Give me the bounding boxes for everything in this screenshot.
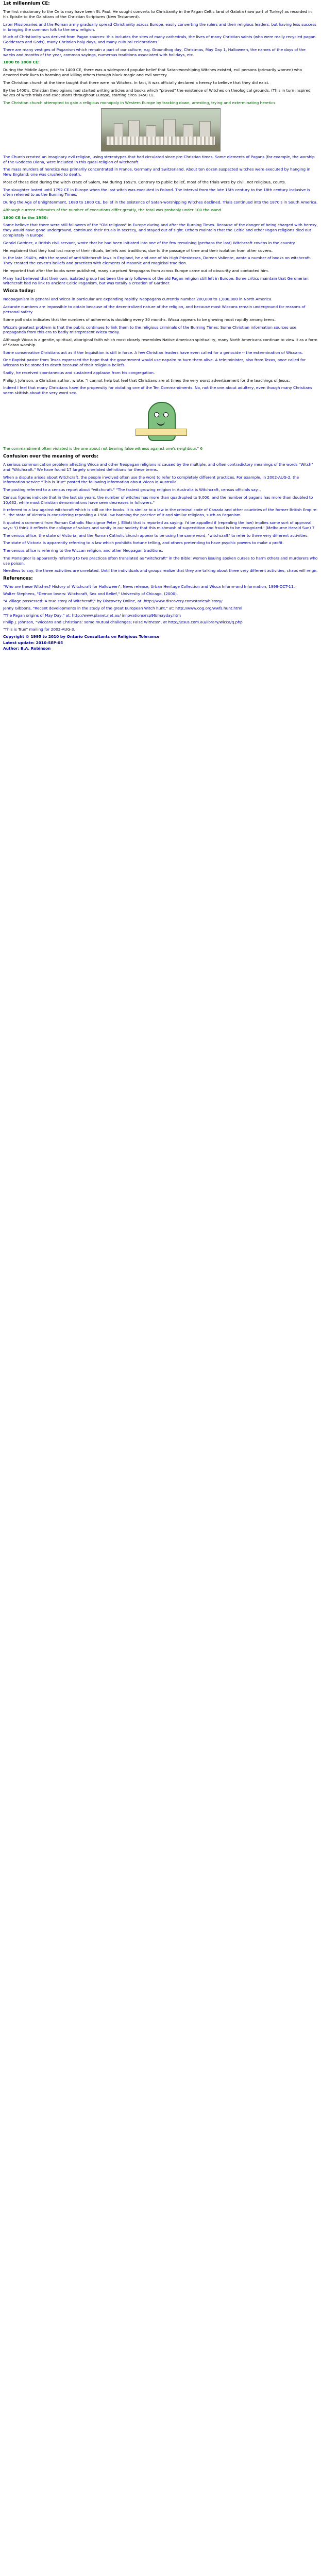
paragraph: Needless to say, the three activities are unrelated. Until the individuals and groups realize that they are talking about three very different activities, chaos will reign. — [3, 568, 318, 573]
references-heading: References: — [3, 576, 33, 582]
paragraph: Some believe that there were still followers of the "Old religions" in Europe during and after the Burning Times. Because of the danger of being charged with heresy, they would have gone underground, continued their rituals in secrecy, and stayed out of sight. Others maintain that the Celtic and other Pagan religions died out completely in Europe. — [3, 223, 318, 238]
paragraph: Much of Christianity was derived from Pagan sources: this includes the sites of many cathedrals, the lives of many Christian saints (who were really recycled pagan Goddesses and Gods), many Christian holy days, and many cultural celebrations. — [3, 35, 316, 45]
paragraph: Some poll data indicates that the numbers of adherents is doubling every 30 months. Wicca appears to be growing most rapidly among teens. — [3, 317, 276, 322]
monster-eye-shape — [154, 412, 159, 417]
paragraph: A serious communication problem affecting Wicca and other Neopagan religions is caused by the multiple, and often contradictory meanings of the words "Witch" and "Witchcraft." We have found 17 largely unrelated definitions for these terms. — [3, 462, 313, 472]
green-monster-cartoon — [132, 399, 189, 444]
reference-item[interactable]: Walter Stephens, "Demon lovers: Witchcraft, Sex and Belief," University of Chicago, (2000). — [3, 591, 178, 597]
section-heading: Confusion over the meaning of words: — [3, 453, 99, 459]
paragraph: When a dispute arises about Witchcraft, the people involved often use the word to refer to completely different practices. For example, in 2002-AUG-2, the information service "This is True" posted the following information about Wicca in Australia. — [3, 474, 299, 485]
paragraph: Many had believed that their own, isolated group had been the only followers of the old Pagan religion still left in Europe. Some critics maintain that Gerdnerian Witchcraft had no link to ancient Celtic Paganism, but was totally a creation of Gardner. — [3, 276, 309, 286]
ground-shape — [102, 145, 220, 151]
author-text: Author: B.A. Robinson — [3, 646, 51, 651]
reference-item[interactable]: "A village possessed: A true story of Witchcraft," by Discovery Online, at: http://www.discovery.com/stories/history/ — [3, 598, 223, 603]
paragraph: The Church created an imaginary evil religion, using stereotypes that had circulated since pre-Christian times. Some elements of Pagans (for example, the worship of the Goddess Diana, were included in this quasi-religion of witchcraft. — [3, 154, 315, 164]
paragraph: The census office, the state of Victoria, and the Roman Catholic church appear to be using the same word, "witchcraft" to refer to three very different activities: — [3, 533, 309, 538]
reference-item[interactable]: "This is True" mailing for 2002-AUG-3. — [3, 627, 75, 632]
paragraph: The slaughter lasted until 1792 CE in Europe when the last witch was executed in Poland. The interval from the late 15th century to the 18th century inclusive is often referred to as the Burning Times. — [3, 187, 310, 197]
references-section — [3, 576, 318, 632]
paragraph: Wicca's greatest problem is that the public continues to link them to the religious criminals of the Burning Times: Some Christian information sources use propaganda from this era to badly misrepresent Wicca today. — [3, 325, 297, 335]
paragraph: During the Middle Ages, prior to 1400 CE, there was a widespread popular belief that Satan-worshiping Witches existed, evil persons (primarily women) who devoted their lives to harming and killing others through black magic and evil sorcery. — [3, 67, 302, 77]
page — [0, 1, 321, 651]
reference-item[interactable]: Jenny Gibbons, "Recent developments in the study of the great European Witch hunt," at: http://www.cog.org/wwfs.hunt.html — [3, 605, 242, 611]
paragraph: Census figures indicate that in the last six years, the number of witches has more than quadrupled to 9,000, and the number of pagans has more than doubled to 10,632, while most Christian denominations have seen decreases in followers." — [3, 495, 313, 505]
paragraph: Accurate numbers are impossible to obtain because of the decentralized nature of the religion, and because most Wiccans remain underground for reasons of personal safety. — [3, 304, 306, 315]
paragraph: Sadly, he received spontaneous and sustained applause from his congregation. — [3, 370, 155, 375]
paragraph: It referred to a law against witchcraft which is still on the books. It is similar to a law in the criminal code of Canada and other countries of the former British Empire: "...the state of Victoria is considering repealing a 1966 law banning the practice of it and similar religions, such as Paganism. — [3, 507, 318, 518]
paragraph: He reported that after the books were published, many surprised Neopagans from across Europe came out of obscurity and contacted him. — [3, 268, 269, 273]
section-heading: 1000 to 1800 CE: — [3, 60, 40, 65]
reference-item[interactable]: "The Pagan origins of May Day," at: http://www.planet.net.au/ innovations/rsp96/mayday.htm — [3, 613, 181, 618]
paragraph: By the 1400's, Christian theologians had started writing articles and books which "proved" the existence of Witches on theological grounds. (This in turn inspired waves of witch trials and executions throughout Europe, starting circa 1450 CE. — [3, 88, 311, 98]
section-heading: Wicca today: — [3, 289, 36, 294]
paragraph: The first missionary to the Celts may have been St. Paul. He sought converts to Christianity in the Pagan Celtic land of Galatia (now part of Turkey) as recorded in his Epistle to the Galatians of the Christian Scriptures (New Testament). — [3, 9, 312, 20]
section-meaning — [3, 454, 318, 573]
paragraph: Although current estimates of the number of executions differ greatly, the total was probably under 100 thousand. — [3, 207, 223, 212]
paragraph: Most of these died during the witch craze of Salem, MA during 1692's. Contrary to public belief, most of the trials were by civil, not religious, courts. — [3, 179, 286, 184]
paragraph: Indeed I feel that many Christians have the propensity for violating one of the Ten Commandments. No, not the one about adultery, even though many Christians seem skittish about the very word sex. — [3, 385, 312, 396]
paragraph: He explained that they had lost many of their rituals, beliefs and traditions, due to the passage of time and their isolation from other covens. — [3, 248, 273, 253]
copyright-text: Copyright © 1995 to 2010 by Ontario Consultants on Religious Tolerance — [3, 634, 160, 639]
paragraph: During the Age of Enlightenment, 1680 to 1800 CE, belief in the existence of Satan-worshipping Witches declined. Trials continued into the 1870's in South America. — [3, 200, 318, 205]
section-modern — [3, 215, 318, 286]
paragraph: The Christian church at the time taught that there were no Witches. In fact, it was officially declared a heresy to believe that they did exist. — [3, 80, 269, 85]
section-first — [3, 9, 318, 57]
paragraph: The commandment often violated is the one about not bearing false witness against one's neighbour." 6 — [3, 446, 203, 451]
paragraph: Later Missionaries and the Roman army gradually spread Christianity across Europe, easily converting the rulers and their religious leaders, but having less success in bringing the common folk to the new religion. — [3, 22, 317, 32]
page-title: 1st millennium CE: — [3, 1, 50, 6]
paragraph: Some conservative Christians act as if the Inquisition is still in force. A few Christian leaders have even called for a genocide -- the extermination of Wiccans. — [3, 350, 303, 355]
sign-shape — [136, 429, 187, 436]
paragraph: One Baptist pastor from Texas expressed the hope that the government would use napalm to burn them alive. A tele-minister, also from Texas, once called for Wiccans to be stoned to death because of their religious beliefs. — [3, 358, 306, 368]
paragraph: Philip J. Johnson, a Christian author, wrote: "I cannot help but feel that Christians are at times the very worst advertisement for the teachings of Jesus. — [3, 378, 290, 383]
paragraph: There are many vestiges of Paganism which remain a part of our culture; e.g. Groundhog day, Christmas, May Day 1, Halloween, the names of the days of the weeks and months of the year, common sayings, numerous traditions associated with holidays, etc. — [3, 47, 306, 57]
monster-eye-shape — [163, 412, 168, 417]
paragraph: Although Wicca is a gentle, spiritual, aboriginal faith which most closely resembles Native American spirituality, many North Americans continue to view it as a form of Satan worship. — [3, 337, 317, 347]
paragraph: The posting referred to a census report about "witchcraft." "The fastest growing religion in Australia is Witchcraft, census officials say... — [3, 487, 261, 493]
section-wicca — [3, 289, 318, 396]
page-footer — [3, 634, 318, 651]
paragraph: The mass murders of heretics was primarily concentrated in France, Germany and Switzerland. About ten dozen suspected witches were executed by hanging in New England; one was crushed to death. — [3, 167, 311, 177]
reference-item[interactable]: Philip J. Johnson, "Wiccans and Christians: some mutual challenges; False Witness", at http://jesus.com.au/library/wicca/q.php — [3, 620, 243, 625]
paragraph: In the late 1940's, with the repeal of anti-Witchcraft laws in England, he and one of his High Priestesses, Doreen Valiente, wrote a number of books on witchcraft. They created the coven's beliefs and practices with elements of Masonic and magickal tradition. — [3, 256, 311, 266]
section-church — [3, 155, 318, 213]
paragraph: Neopaganism in general and Wicca in particular are expanding rapidly. Neopagans currently number 200,000 to 1,000,000 in North America. — [3, 297, 273, 302]
section-commandment — [3, 446, 318, 451]
section-heading: 1800 CE to the 1950: — [3, 215, 48, 220]
paragraph: The census office is referring to the Wiccan religion, and other Neopagan traditions. — [3, 548, 163, 553]
paragraph: The Monsignor is apparently referring to two practices often translated as "witchcraft" in the Bible: women issuing spoken curses to harm others and murderers who use poison. — [3, 555, 318, 566]
paragraph: The state of Victoria is apparently referring to a law which prohibits fortune telling, and others pretending to have psychic powers to make a profit. — [3, 540, 284, 546]
paragraph: It quoted a comment from Roman Catholic Monsignor Peter J. Elliott that is reported as saying: I'd be appalled if (repealing the law) implies some sort of approval,' says: '(I think it reflects the collapse of values and sanity in our society that this mishmash of superstition and fraud is to be recognized.' (Melbourne Herald Sun) 7 — [3, 520, 315, 530]
stonehenge-photo — [101, 108, 221, 151]
paragraph: Gerald Gardner, a British civil servant, wrote that he had been initiated into one of the few remaining (perhaps the last) Witchcraft covens in the country. — [3, 240, 296, 245]
update-date: Latest update: 2010-SEP-05 — [3, 640, 63, 645]
reference-item[interactable]: "Who are these Witches? History of Witchcraft for Halloween", News release, Urban Heritage Collection and Wicca Inform-and Information, 1999-OCT-11. — [3, 584, 295, 589]
section-medieval — [3, 60, 318, 105]
paragraph: The Christian church attempted to gain a religious monopoly in Western Europe by tracking down, arresting, trying and exterminating heretics. — [3, 100, 277, 106]
